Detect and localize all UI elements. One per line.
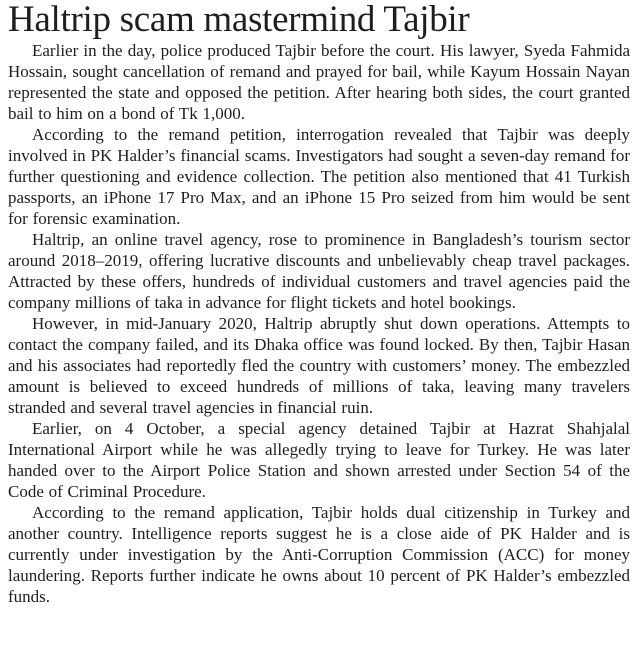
article-paragraph: According to the remand application, Tajbir holds dual citizenship in Turkey and another country. Intelligence reports suggest he is a close aide of PK Halder and is currently under investigation by the Anti-Corruption Commission (ACC) for money laundering. Reports further indicate he owns about 10 percent of PK Halder’s embezzled funds. [8,503,630,606]
article-paragraph: However, in mid-January 2020, Haltrip abruptly shut down operations. Attempts to contact the company failed, and its Dhaka office was found locked. By then, Tajbir Hasan and his associates had reportedly fled the country with customers’ money. The embezzled amount is believed to exceed hundreds of millions of taka, leaving many travelers stranded and several travel agencies in financial ruin. [8,314,630,417]
article-paragraph: Earlier, on 4 October, a special agency detained Tajbir at Hazrat Shahjalal International Airport while he was allegedly trying to leave for Turkey. He was later handed over to the Airport Police Station and shown arrested under Section 54 of the Code of Criminal Procedure. [8,419,630,501]
article-paragraph: According to the remand petition, interrogation revealed that Tajbir was deeply involved in PK Halder’s financial scams. Investigators had sought a seven-day remand for further questioning and evidence collection. The petition also mentioned that 41 Turkish passports, an iPhone 17 Pro Max, and an iPhone 15 Pro seized from him would be sent for forensic examination. [8,125,630,228]
article-headline: Haltrip scam mastermind Tajbir [8,0,470,40]
article-paragraph: Haltrip, an online travel agency, rose to prominence in Bangladesh’s tourism sector around 2018–2019, offering lucrative discounts and unbelievably cheap travel packages. Attracted by these offers, hundreds of individual customers and travel agencies paid the company millions of taka in advance for flight tickets and hotel bookings. [8,230,630,312]
article-paragraph: Earlier in the day, police produced Tajbir before the court. His lawyer, Syeda Fahmida Hossain, sought cancellation of remand and prayed for bail, while Kayum Hossain Nayan represented the state and opposed the petition. After hearing both sides, the court granted bail to him on a bond of Tk 1,000. [8,41,630,123]
article-body [8,40,630,607]
